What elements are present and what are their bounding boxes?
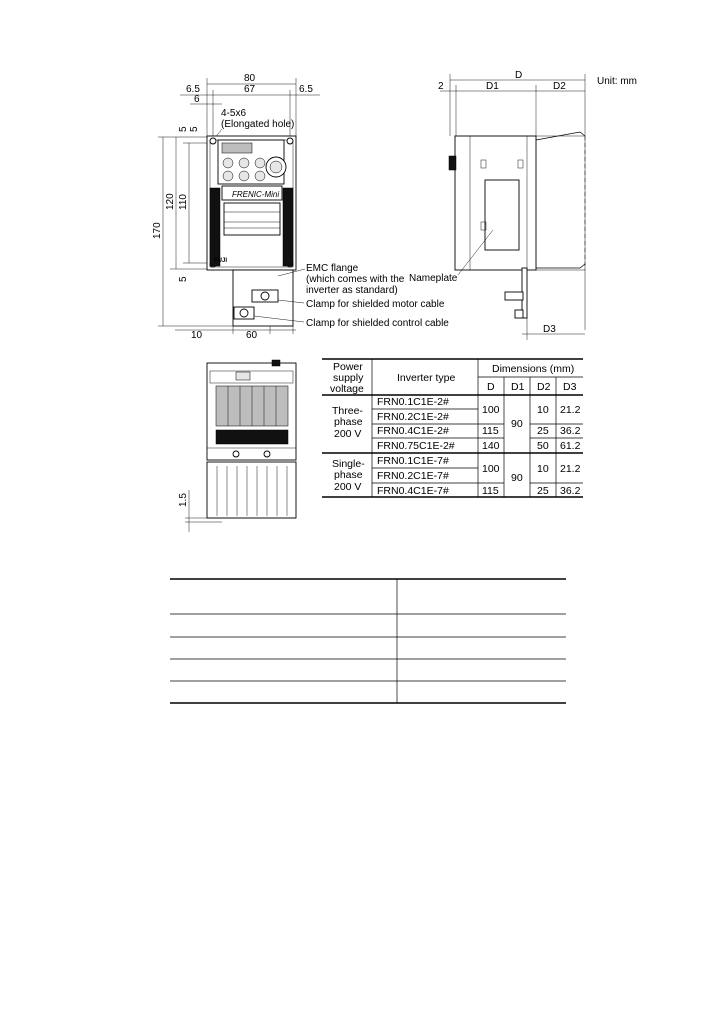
blank-table	[170, 579, 566, 703]
g2-d3-1: 21.2	[560, 463, 581, 475]
dim-d2: D2	[553, 81, 566, 92]
g2-voltage-2: phase	[334, 469, 363, 481]
hdr-inverter-type: Inverter type	[397, 372, 456, 384]
dim-mount-pitch: 67	[244, 84, 256, 95]
g2-d2-1: 10	[537, 463, 549, 475]
dim-height-110: 110	[178, 194, 189, 210]
holes-callout-line1: 4-5x6	[221, 108, 247, 119]
clamp-control-callout: Clamp for shielded control cable	[306, 318, 449, 329]
g2-d-2: 115	[482, 485, 499, 497]
g1-d3-3: 61.2	[560, 440, 581, 452]
dim-height-total: 170	[152, 222, 163, 239]
hdr-supply-3: voltage	[330, 383, 364, 395]
dim-right-margin: 6.5	[299, 84, 313, 95]
dim-hole-offset: 6	[194, 94, 200, 105]
dimension-table	[322, 359, 583, 497]
g1-d2-2: 25	[537, 425, 549, 437]
g2-d3-2: 36.2	[560, 485, 581, 497]
emc-callout-line3: inverter as standard)	[306, 285, 398, 296]
hdr-supply-2: supply	[333, 372, 364, 384]
hdr-supply-1: Power	[333, 361, 363, 373]
hdr-d: D	[487, 381, 495, 393]
unit-label: Unit: mm	[597, 76, 637, 87]
g1-voltage-3: 200 V	[334, 428, 362, 440]
dim-overall-width: 80	[244, 73, 256, 84]
brand-logo: FRENIC-Mini	[232, 190, 280, 199]
g2-d1: 90	[511, 472, 523, 484]
g2-d2-2: 25	[537, 485, 549, 497]
dim-top-b: 5	[189, 126, 200, 132]
dim-height-120: 120	[165, 193, 176, 210]
dim-bottom-offset: 10	[191, 330, 203, 341]
g1-type-2: FRN0.2C1E-2#	[377, 411, 449, 423]
g1-voltage-1: Three-	[332, 405, 363, 417]
dim-left-margin: 6.5	[186, 84, 200, 95]
hdr-d3: D3	[563, 381, 577, 393]
dim-top-a: 5	[178, 126, 189, 132]
bottom-view	[178, 360, 296, 532]
g1-d-2: 115	[482, 425, 499, 437]
nameplate-callout: Nameplate	[409, 273, 458, 284]
g2-type-3: FRN0.4C1E-7#	[377, 485, 449, 497]
g2-type-1: FRN0.1C1E-7#	[377, 455, 449, 467]
emc-callout-line1: EMC flange	[306, 263, 359, 274]
dim-1-5: 1.5	[178, 493, 189, 507]
g1-d-3: 140	[482, 440, 500, 452]
dim-d: D	[515, 70, 523, 81]
g1-d2-3: 50	[537, 440, 549, 452]
terminal-block	[216, 386, 288, 444]
g1-type-4: FRN0.75C1E-2#	[377, 440, 455, 452]
g1-d3-1: 21.2	[560, 404, 581, 416]
g1-d1: 90	[511, 418, 523, 430]
g2-d-1: 100	[482, 463, 500, 475]
fuji-logo: FUJI	[214, 258, 228, 264]
clamp-motor-callout: Clamp for shielded motor cable	[306, 299, 445, 310]
hdr-dimensions: Dimensions (mm)	[492, 363, 575, 375]
hdr-d2: D2	[537, 381, 551, 393]
g1-voltage-2: phase	[334, 416, 363, 428]
g2-voltage-3: 200 V	[334, 481, 362, 493]
dim-d1: D1	[486, 81, 499, 92]
g1-type-1: FRN0.1C1E-2#	[377, 396, 449, 408]
g2-type-2: FRN0.2C1E-7#	[377, 470, 449, 482]
holes-callout-line2: (Elongated hole)	[221, 119, 295, 130]
front-view	[152, 73, 449, 341]
dim-d3: D3	[543, 324, 556, 335]
g1-d3-2: 36.2	[560, 425, 581, 437]
g1-d-1: 100	[482, 404, 500, 416]
emc-callout-line2: (which comes with the	[306, 274, 405, 285]
dim-bottom-5: 5	[178, 276, 189, 282]
hdr-d1: D1	[511, 381, 525, 393]
g2-voltage-1: Single-	[332, 458, 365, 470]
g1-d2-1: 10	[537, 404, 549, 416]
dim-flange-width: 60	[246, 330, 258, 341]
g1-type-3: FRN0.4C1E-2#	[377, 425, 449, 437]
dim-two: 2	[438, 81, 444, 92]
